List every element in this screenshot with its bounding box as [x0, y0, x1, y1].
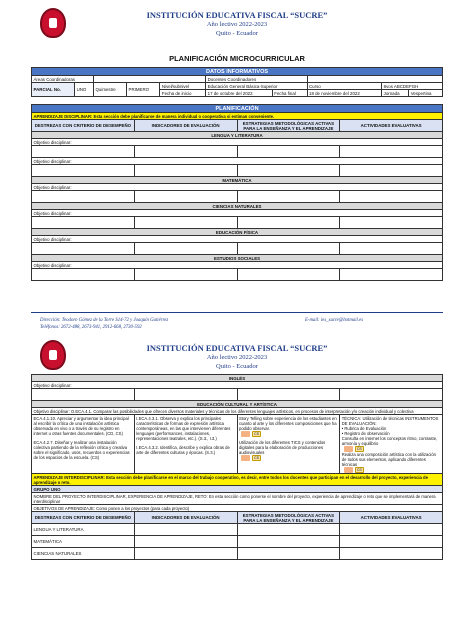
estrategia-2: Utilización de los diferentes TICS y contenidos digitales para la elaboración de producciones audiovisuales [239, 439, 326, 455]
curso-label: Curso [307, 83, 382, 90]
media-icon [241, 455, 250, 461]
section-educacion-fisica: EDUCACIÓN FÍSICA [32, 229, 443, 236]
estrategias-cell [237, 415, 340, 474]
parcial-value: UNO [75, 83, 94, 97]
row-matematica: MATEMÁTICA [32, 536, 135, 548]
cs-badge-icon-2: CS [252, 455, 261, 461]
page-2 [0, 337, 474, 632]
objetivo-sociales: Objetivo disciplinar: [32, 262, 443, 269]
city-2: Quito - Ecuador [216, 363, 258, 370]
col-estrategias: ESTRATEGIAS METODOLÓGICAS ACTIVAS PARA LA ENSEÑANZA Y EL APRENDIZAJE [237, 120, 340, 132]
footer-email: E-mail: ies_sucre@hotmail.es [305, 318, 364, 323]
col-estrategias-2: ESTRATEGIAS METODOLÓGICAS ACTIVAS PARA LA ENSEÑANZA Y EL APRENDIZAJE [237, 512, 340, 524]
estrategia-1: Story Telling sobre experiencia de los estudiantes en cuanto al arte y los diferentes composiciones que ha podido observar. [239, 415, 337, 431]
objetivo-ciencias: Objetivo disciplinar: [32, 210, 443, 217]
school-year: Año lectivo 2022-2023 [206, 21, 268, 28]
plan-bar: PLANIFICACIÓN [32, 105, 443, 113]
areas-value [93, 76, 205, 83]
act-item-2: • Registro de observación [341, 430, 390, 436]
info-bar: DATOS INFORMATIVOS [32, 68, 443, 76]
city: Quito - Ecuador [216, 30, 258, 37]
fecha-inicio-value: 17 de octubre del 2022 [206, 90, 273, 97]
objetivo-ingles: Objetivo disciplinar: [32, 382, 443, 389]
cs-badge-icon: CS [252, 431, 261, 437]
fecha-final-value: 18 de noviembre del 2022 [307, 90, 382, 97]
planning-table [31, 104, 443, 281]
jornada-label: Jornada [382, 90, 409, 97]
destreza-2: ECA.4.2.7. Diseñar y realizar una instalación colectiva partiendo de la reflexión crítica y creativa sobre el significado, usos, recuerdos o experiencias de los espacios de la escuela. (CS) [33, 439, 130, 460]
nombre-proyecto: NOMBRE DEL PROYECTO INTERDISCIPLINAR, EXPERIENCIA DE APRENDIZAJE, RETO: En esta sección como ponerse el nombre del proyecto, experiencia de aprendizaje o reto que se implementará de manera interdisciplinar [32, 493, 443, 505]
page-title: PLANIFICACIÓN MICROCURRICULAR [169, 54, 305, 63]
destrezas-cell [32, 415, 135, 474]
col-destrezas: DESTREZAS CON CRITERIO DE DESEMPEÑO [32, 120, 135, 132]
row-ciencias: CIENCIAS NATURALES [32, 548, 135, 560]
cs-badge-icon-3: CS [355, 446, 364, 452]
col-destrezas-2: DESTREZAS CON CRITERIO DE DESEMPEÑO [32, 512, 135, 524]
section-ingles: INGLÉS [32, 375, 443, 382]
section-cultural: EDUCACIÓN CULTURAL Y ARTÍSTICA [32, 401, 443, 408]
interdisc-note: APRENDIZAJE INTERDISCIPLINAR: Esta sección debe planificarse en el marco del trabajo cooperativo, es decir, entre todos los docentes que participan en el desarrollo del proyecto, experiencia de aprendizaje o reto. [32, 474, 443, 486]
act-2: Realiza una composición artística con la utilización de todos sus elementos, aplicando diferentes técnicas [341, 451, 437, 467]
composicion-icon [344, 467, 353, 473]
planning-table-2 [31, 374, 443, 560]
actividades-cell [340, 415, 443, 474]
objetivo-eca: Objetivo disciplinar: O.ECA.4.1. Comparar las posibilidades que ofrecen diversos materiales y técnicas de los diferentes lenguajes artísticos, en procesos de interpretación y/o creación individual y colectiva [32, 408, 443, 415]
docentes-value [307, 76, 443, 83]
jornada-value: Vespertina [409, 90, 443, 97]
areas-label: Áreas Coordinadoras [32, 76, 94, 83]
indicador-1: I.ECA.4.3.1. Observa y explica los principales características de formas de expresión artística contemporáneas, en las que intervienen diferentes lenguajes (performances, instalaciones, representaciones teatrales, etc.). (S.3., I.3.) [136, 415, 231, 441]
destreza-1: ECA.4.1.10. Apreciar y argumentar la idea principal al escribir la crítica de una instalación artística observada en vivo o a través de su registro en internet u otras fuentes documentales. (CD, CS) [33, 415, 129, 436]
act-1: Consulta en internet los conceptos ritmo, contraste, armonía y equilibrio [341, 435, 438, 446]
curso-value: 8vos ABCDEFGH [382, 83, 443, 90]
objetivos-aprendizaje: OBJETIVOS DE APRENDIZAJE: Como ponen a los proyectos (para cada proyecto) [32, 505, 443, 512]
school-year-2: Año lectivo 2022-2023 [206, 354, 268, 361]
objetivo-fisica: Objetivo disciplinar: [32, 236, 443, 243]
quimestre-value: PRIMERO [127, 83, 160, 97]
grupo-label: GRUPO UNO [32, 486, 443, 493]
info-table [31, 67, 443, 97]
consulta-icon [344, 446, 353, 452]
act-item-1: • Rubrica de Evaluación [341, 425, 387, 431]
act-title: TÉCNICA: Utilización de técnicas INSTRUMENTOS DE EVALUACIÓN: [341, 415, 439, 426]
nivel-value: Educación General Básica-Superior [206, 83, 307, 90]
quimestre-label: Quimestre [93, 83, 126, 97]
section-lengua: LENGUA Y LITERATURA [32, 132, 443, 139]
storytelling-icon [241, 431, 250, 437]
fecha-inicio-label: Fecha de inicio [160, 90, 206, 97]
footer-phones: Teléfonos: 2672-488, 2673-941, 2912-668, 2730-592 [40, 325, 142, 330]
col-actividades: ACTIVIDADES EVALUATIVAS [340, 120, 443, 132]
cs-badge-icon-4: CS [355, 467, 364, 473]
objetivo-lengua-2: Objetivo disciplinar: [32, 158, 443, 165]
aprendizaje-note: APRENDIZAJE DISCIPLINAR: Esta sección debe planificarse de manera individual o cooperativa si estiman conveniente. [32, 113, 443, 120]
nivel-label: Nivel/subnivel [160, 83, 206, 90]
indicador-2: I.ECA.4.3.2. Identifica, describe y explica obras de arte de diferentes culturas y épocas. (S.3.) [136, 444, 230, 455]
docentes-label: Docentes Coordinadores [206, 76, 307, 83]
col-actividades-2: ACTIVIDADES EVALUATIVAS [340, 512, 443, 524]
parcial-label: PARCIAL No. [32, 83, 75, 97]
section-matematica: MATEMÁTICA [32, 177, 443, 184]
institution-name: INSTITUCIÓN EDUCATIVA FISCAL “SUCRE” [146, 10, 328, 20]
col-indicadores: INDICADORES DE EVALUACIÓN [134, 120, 237, 132]
section-sociales: ESTUDIOS SOCIALES [32, 255, 443, 262]
footer-rule [31, 312, 443, 313]
institution-name-2: INSTITUCIÓN EDUCATIVA FISCAL “SUCRE” [146, 343, 328, 353]
section-ciencias: CIENCIAS NATURALES [32, 203, 443, 210]
indicadores-cell [134, 415, 237, 474]
objetivo-matematica: Objetivo disciplinar: [32, 184, 443, 191]
fecha-final-label: Fecha final [272, 90, 307, 97]
row-lengua: LENGUA Y LITERATURA [32, 524, 135, 536]
objetivo-lengua: Objetivo disciplinar: [32, 139, 443, 146]
footer-address: Dirección: Teodoro Gómez de la Torre S14-72 y Joaquín Gutiérrez [40, 318, 169, 323]
col-indicadores-2: INDICADORES DE EVALUACIÓN [134, 512, 237, 524]
